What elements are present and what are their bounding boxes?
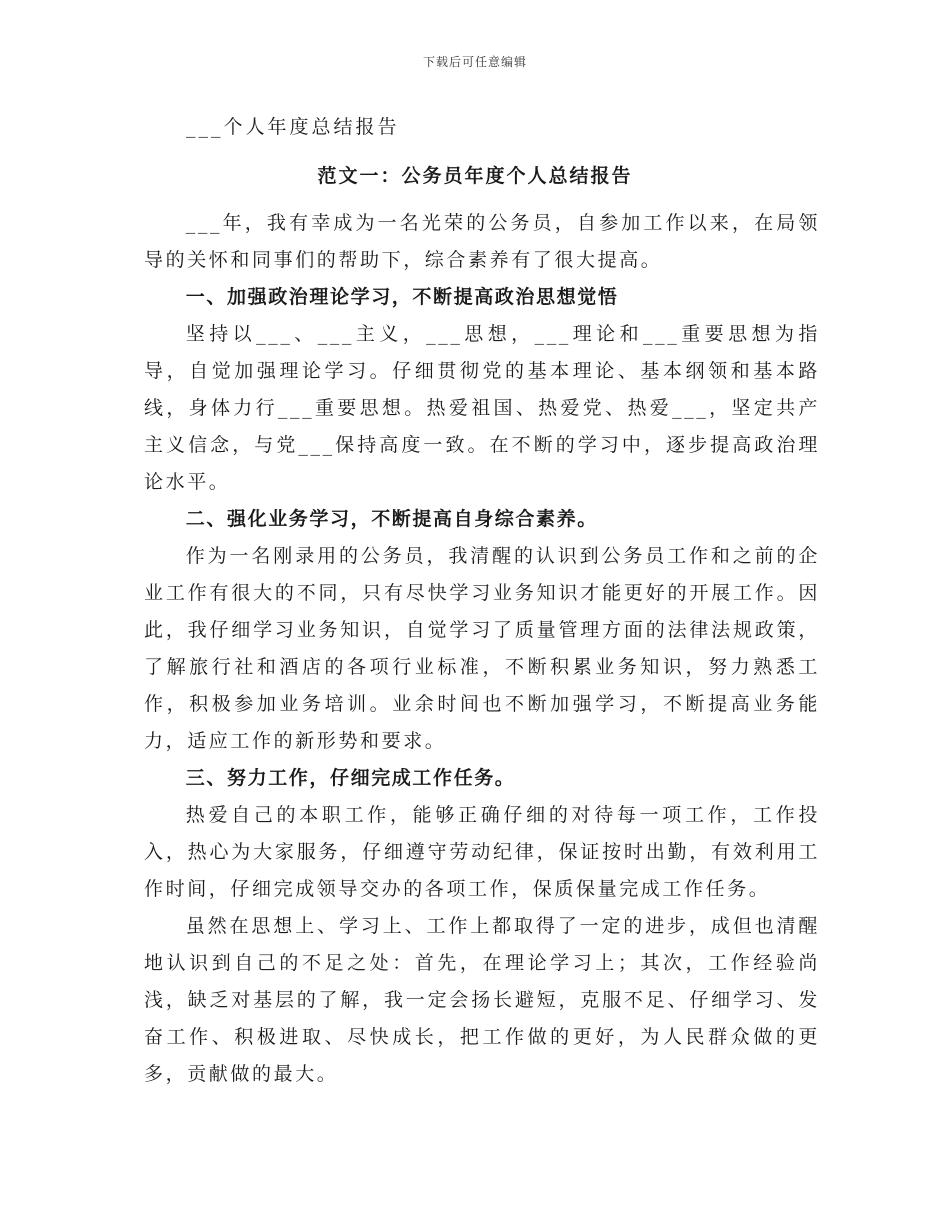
section-title: 范文一：公务员年度个人总结报告 (317, 165, 633, 187)
subheading: 一、加强政治理论学习，不断提高政治思想觉悟 (185, 286, 619, 308)
paragraph: 坚持以___、___主义，___思想，___理论和___重要思想为指导，自觉加强理论学习。仔细贯彻党的基本理论、基本纲领和基本路线，身体力行___重要思想。热爱祖国、热爱党、热爱___，坚定共产主义信念，与党___保持高度一致。在不断的学习中，逐步提高政治理论水平。 (144, 323, 820, 493)
subheading: 三、努力工作，仔细完成工作任务。 (185, 767, 516, 789)
header-note: 下载后可任意编辑 (422, 55, 527, 69)
document-title: ___个人年度总结报告 (186, 116, 400, 138)
paragraph: 作为一名刚录用的公务员，我清醒的认识到公务员工作和之前的企业工作有很大的不同，只有尽快学习业务知识才能更好的开展工作。因此，我仔细学习业务知识，自觉学习了质量管理方面的法律法规政策，了解旅行社和酒店的各项行业标准，不断积累业务知识，努力熟悉工作，积极参加业务培训。业余时间也不断加强学习，不断提高业务能力，适应工作的新形势和要求。 (144, 545, 820, 752)
paragraph: ___年，我有幸成为一名光荣的公务员，自参加工作以来，在局领导的关怀和同事们的帮助下，综合素养有了很大提高。 (144, 212, 820, 271)
subheading: 二、强化业务学习，不断提高自身综合素养。 (185, 508, 598, 530)
paragraph: 虽然在思想上、学习上、工作上都取得了一定的进步，成但也清醒地认识到自己的不足之处：首先，在理论学习上；其次，工作经验尚浅，缺乏对基层的了解，我一定会扬长避短，克服不足、仔细学习、发奋工作、积极进取、尽快成长，把工作做的更好，为人民群众做的更多，贡献做的最大。 (144, 915, 820, 1085)
paragraph: 热爱自己的本职工作，能够正确仔细的对待每一项工作，工作投入，热心为大家服务，仔细遵守劳动纪律，保证按时出勤，有效利用工作时间，仔细完成领导交办的各项工作，保质保量完成工作任务。 (144, 804, 820, 900)
document-body (144, 205, 820, 1093)
